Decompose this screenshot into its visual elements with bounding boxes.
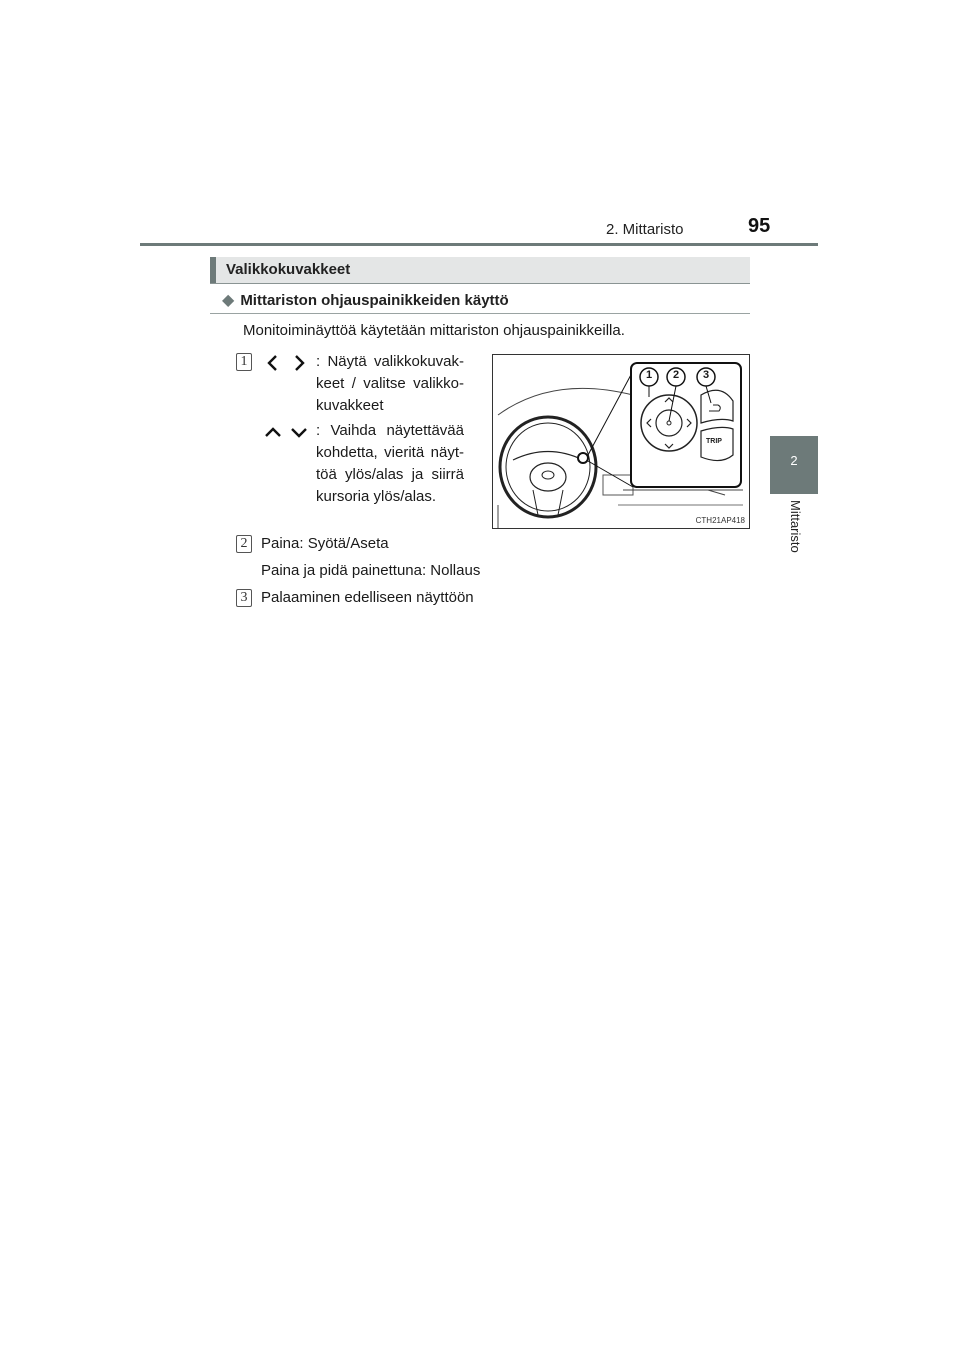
trip-button-label: TRIP bbox=[706, 438, 722, 445]
diamond-bullet-icon: ◆ bbox=[222, 292, 235, 309]
up-down-arrows-icon bbox=[262, 424, 314, 440]
chapter-tab bbox=[770, 436, 818, 494]
page-number: 95 bbox=[748, 215, 771, 237]
section-heading-accent bbox=[210, 257, 216, 283]
chapter-tab-number: 2 bbox=[790, 453, 798, 468]
header-rule bbox=[140, 243, 818, 246]
callout-1: 1 bbox=[645, 369, 653, 381]
item-number-3: 3 bbox=[236, 589, 252, 607]
item-2-line-1: Paina: Syötä/Aseta bbox=[261, 535, 389, 552]
steering-wheel-illustration bbox=[492, 354, 750, 529]
subsection-rule bbox=[210, 313, 750, 314]
item-number-2: 2 bbox=[236, 535, 252, 553]
item-number-1: 1 bbox=[236, 353, 252, 371]
up-down-description: : Vaihda näytettävää kohdetta, vieritä näyt-töä ylös/alas ja siirrä kursoria ylös/alas. bbox=[316, 422, 464, 505]
item-2-line-2: Paina ja pidä painettuna: Nollaus bbox=[261, 562, 481, 579]
section-heading: Valikkokuvakkeet bbox=[226, 261, 351, 278]
left-right-description: : Näytä valikkokuvak-keet / valitse valikko-kuvakkeet bbox=[316, 353, 464, 414]
left-right-arrows-icon bbox=[264, 353, 312, 373]
subsection-heading-text: Mittariston ohjauspainikkeiden käyttö bbox=[240, 292, 509, 309]
callout-3: 3 bbox=[702, 369, 710, 381]
section-heading-bar bbox=[210, 257, 750, 283]
figure-caption: CTH21AP418 bbox=[695, 516, 745, 525]
intro-paragraph: Monitoiminäyttöä käytetään mittariston ohjauspainikkeilla. bbox=[243, 322, 625, 339]
header-section-title: 2. Mittaristo bbox=[606, 221, 684, 238]
callout-2: 2 bbox=[672, 369, 680, 381]
section-heading-rule bbox=[210, 283, 750, 284]
subsection-heading bbox=[222, 290, 509, 310]
chapter-tab-label: Mittaristo bbox=[788, 500, 803, 553]
item-3-line-1: Palaaminen edelliseen näyttöön bbox=[261, 589, 474, 606]
